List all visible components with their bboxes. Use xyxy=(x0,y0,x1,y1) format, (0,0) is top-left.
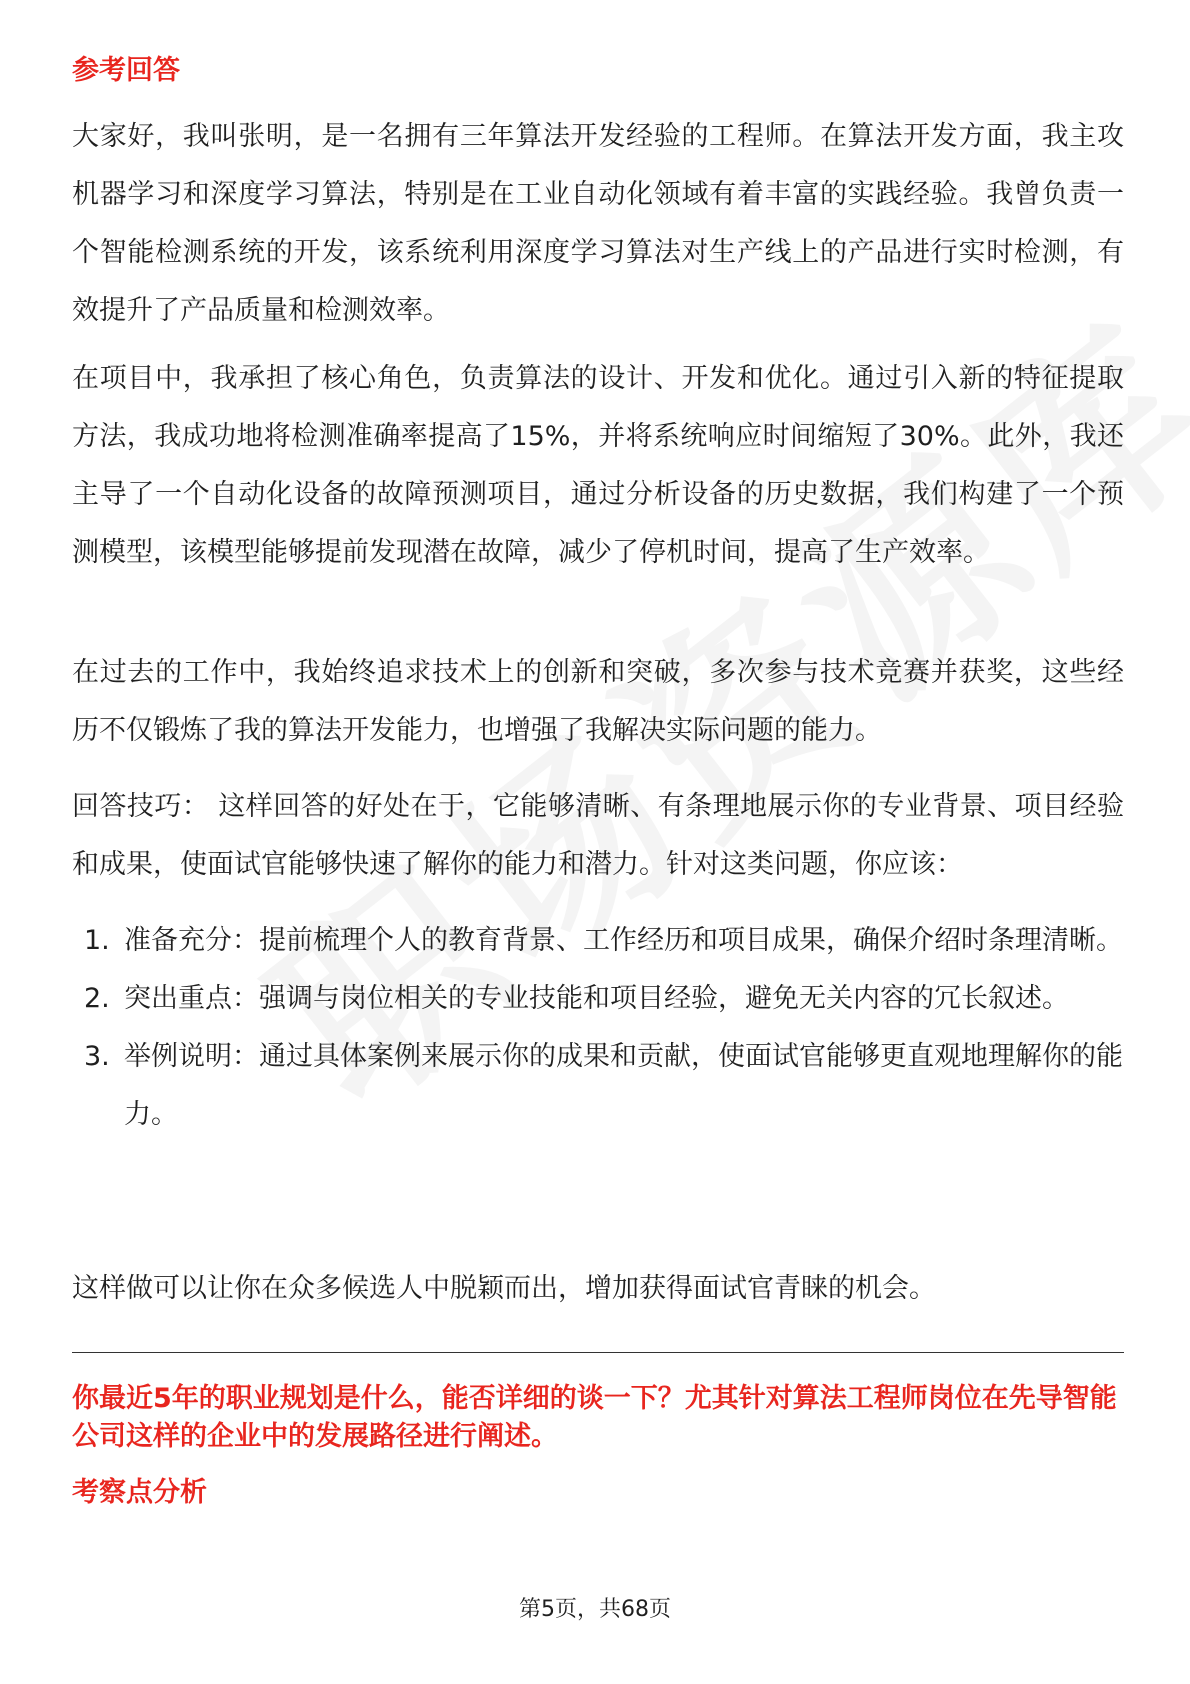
section-heading-reference-answer: 参考回答 xyxy=(72,55,180,86)
section-heading-analysis: 考察点分析 xyxy=(72,1477,207,1508)
tips-list xyxy=(72,912,1124,1144)
list-item xyxy=(72,1028,1124,1144)
page-number-footer: 第5页，共68页 xyxy=(519,1597,671,1622)
list-item xyxy=(72,970,1124,1028)
list-item-number: 3. xyxy=(84,1041,110,1072)
list-item-text: 准备充分：提前梳理个人的教育背景、工作经历和项目成果，确保介绍时条理清晰。 xyxy=(124,925,1123,956)
list-item-number: 1. xyxy=(84,925,110,956)
list-item xyxy=(72,912,1124,970)
list-item-number: 2. xyxy=(84,983,110,1014)
answer-paragraph-3: 在过去的工作中，我始终追求技术上的创新和突破，多次参与技术竞赛并获奖，这些经历不仅锻炼了我的算法开发能力，也增强了我解决实际问题的能力。 xyxy=(72,657,1124,746)
list-item-text: 举例说明：通过具体案例来展示你的成果和贡献，使面试官能够更直观地理解你的能力。 xyxy=(124,1041,1123,1130)
interview-question: 你最近5年的职业规划是什么，能否详细的谈一下？尤其针对算法工程师岗位在先导智能公司这样的企业中的发展路径进行阐述。 xyxy=(72,1383,1117,1452)
answer-paragraph-2: 在项目中，我承担了核心角色，负责算法的设计、开发和优化。通过引入新的特征提取方法，我成功地将检测准确率提高了15%，并将系统响应时间缩短了30%。此外，我还主导了一个自动化设备的故障预测项目，通过分析设备的历史数据，我们构建了一个预测模型，该模型能够提前发现潜在故障，减少了停机时间，提高了生产效率。 xyxy=(72,363,1124,568)
section-divider xyxy=(72,1352,1124,1353)
answer-tips-intro: 回答技巧： 这样回答的好处在于，它能够清晰、有条理地展示你的专业背景、项目经验和成果，使面试官能够快速了解你的能力和潜力。针对这类问题，你应该： xyxy=(72,791,1124,880)
closing-paragraph: 这样做可以让你在众多候选人中脱颖而出，增加获得面试官青睐的机会。 xyxy=(72,1273,936,1304)
list-item-text: 突出重点：强调与岗位相关的专业技能和项目经验，避免无关内容的冗长叙述。 xyxy=(124,983,1069,1014)
answer-paragraph-1: 大家好，我叫张明，是一名拥有三年算法开发经验的工程师。在算法开发方面，我主攻机器学习和深度学习算法，特别是在工业自动化领域有着丰富的实践经验。我曾负责一个智能检测系统的开发，该系统利用深度学习算法对生产线上的产品进行实时检测，有效提升了产品质量和检测效率。 xyxy=(72,121,1124,326)
